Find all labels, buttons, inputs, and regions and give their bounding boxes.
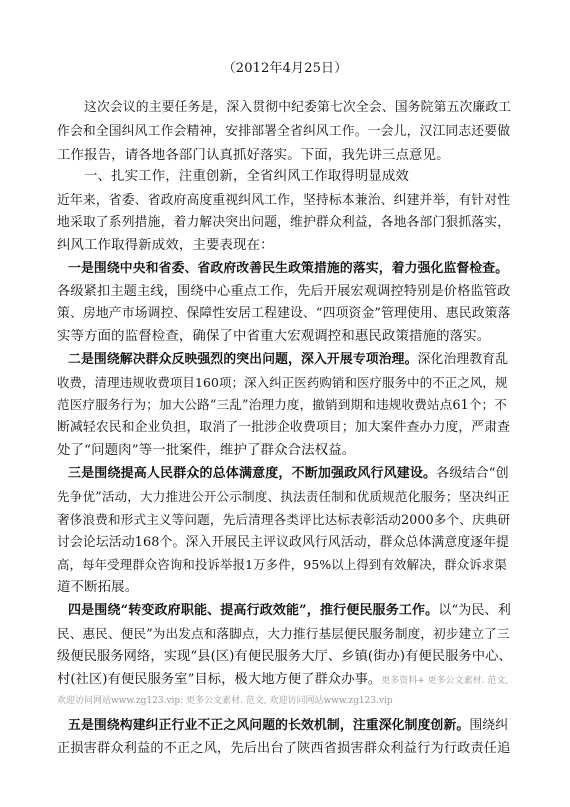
p3-line-4: 断减轻农民和企业负担，取消了一批涉企收费项目；加大案件查办力度，严肃查 <box>57 420 511 435</box>
p4-line-1 <box>68 466 509 482</box>
p4-line-4: 讨会论坛活动168个。深入开展民主评议政风行风活动，群众总体满意度逐年提 <box>57 535 510 550</box>
p2-line-3: 策、房地产市场调控、保障性安居工程建设、“四项资金”管理使用、惠民政策落 <box>57 306 511 321</box>
p6-line-2: 正损害群众利益的不正之风，先后出台了陕西省损害群众利益行为行政责任追 <box>57 741 511 756</box>
p3-line-3: 范医疗服务行为；加大公路“三乱”治理力度，撤销到期和违规收费站点61个；不 <box>57 397 508 412</box>
p4-line-2: 先争优”活动，大力推进公开公示制度、执法责任制和优质规范化服务；坚决纠正 <box>57 489 510 504</box>
p3-line-5: 处了“问题肉”等一批案件，维护了群众合法权益。 <box>57 443 356 458</box>
section-heading: 一、扎实工作，注重创新，全省纠风工作取得明显成效 <box>84 169 409 184</box>
p4-lead: 三是围绕提高人民群众的总体满意度，不断加强政风行风建设。 <box>68 466 437 481</box>
intro-line-3: 工作报告，请各地各部门认真抓好落实。下面，我先讲三点意见。 <box>57 148 450 163</box>
p4-line-5: 高，每年受理群众咨询和投诉举报1万多件，95%以上得到有效解决，群众诉求渠 <box>57 557 507 572</box>
p3-line-2: 收费，清理违规收费项目160项；深入纠正医药购销和医疗服务中的不正之风，规 <box>57 375 508 390</box>
watermark-line: 欢迎访问网站www.zg123.vip: 更多公文素材. 范文, 欢迎访问网站www.zg123.vip <box>57 696 393 706</box>
p2-line-2: 各级紧扣主题主线，围绕中心重点工作，先后开展宏观调控特别是价格监管政 <box>57 284 511 299</box>
p2-line-4: 实等方面的监督检查，确保了中省重大宏观调控和惠民政策措施的落实。 <box>57 329 491 344</box>
p1-line-3: 纠风工作取得新成效，主要表现在： <box>57 238 274 253</box>
p5-lead-rest: 以“为民、利 <box>438 603 511 618</box>
p1-line-2: 地采取了系列措施，着力解决突出问题，维护群众利益，各地各部门狠抓落实， <box>57 215 511 230</box>
intro-line-2: 作会和全国纠风工作会精神，安排部署全省纠风工作。一会儿，汉江同志还要做 <box>57 124 511 139</box>
p3-lead: 二是围绕解决群众反映强烈的突出问题，深入开展专项治理。 <box>68 352 418 367</box>
inline-watermark-text: 更多资料+ 更多公文素材. 范文, <box>381 676 509 686</box>
p4-line-3: 奢侈浪费和形式主义等问题，先后清理各类评比达标表彰活动2000多个、庆典研 <box>57 512 511 527</box>
p5-line-2: 民、惠民、便民”为出发点和落脚点，大力推行基层便民服务制度，初步建立了三 <box>57 626 510 641</box>
p6-lead-rest: 围绕纠 <box>469 718 509 733</box>
p5-line-1 <box>68 603 511 619</box>
p6-line-1 <box>68 718 508 734</box>
p5-line-4 <box>57 672 508 689</box>
document-date: （2012年4月25日） <box>222 61 348 76</box>
p4-lead-rest: 各级结合“创 <box>436 466 509 481</box>
p5-line-4-text: 村(社区)有便民服务室”目标，极大地方便了群众办事。 <box>57 672 382 687</box>
p1-line-1: 近年来，省委、省政府高度重视纠风工作，坚持标本兼治、纠建并举，有针对性 <box>57 193 511 208</box>
p5-line-3: 级便民服务网络，实现“县(区)有便民服务大厅、乡镇(街办)有便民服务中心、 <box>57 649 512 664</box>
p4-line-6: 道不断拓展。 <box>57 580 139 595</box>
p2-lead: 一是围绕中央和省委、省政府改善民生政策措施的落实，着力强化监督检查。 <box>68 261 509 276</box>
p3-lead-rest: 深化治理教育乱 <box>417 352 509 367</box>
p3-line-1 <box>68 352 508 368</box>
p5-lead: 四是围绕“转变政府职能、提高行政效能”，推行便民服务工作。 <box>68 603 439 618</box>
intro-line-1: 这次会议的主要任务是，深入贯彻中纪委第七次全会、国务院第五次廉政工 <box>84 100 512 115</box>
p6-lead: 五是围绕构建纠正行业不正之风问题的长效机制，注重深化制度创新。 <box>68 718 470 733</box>
